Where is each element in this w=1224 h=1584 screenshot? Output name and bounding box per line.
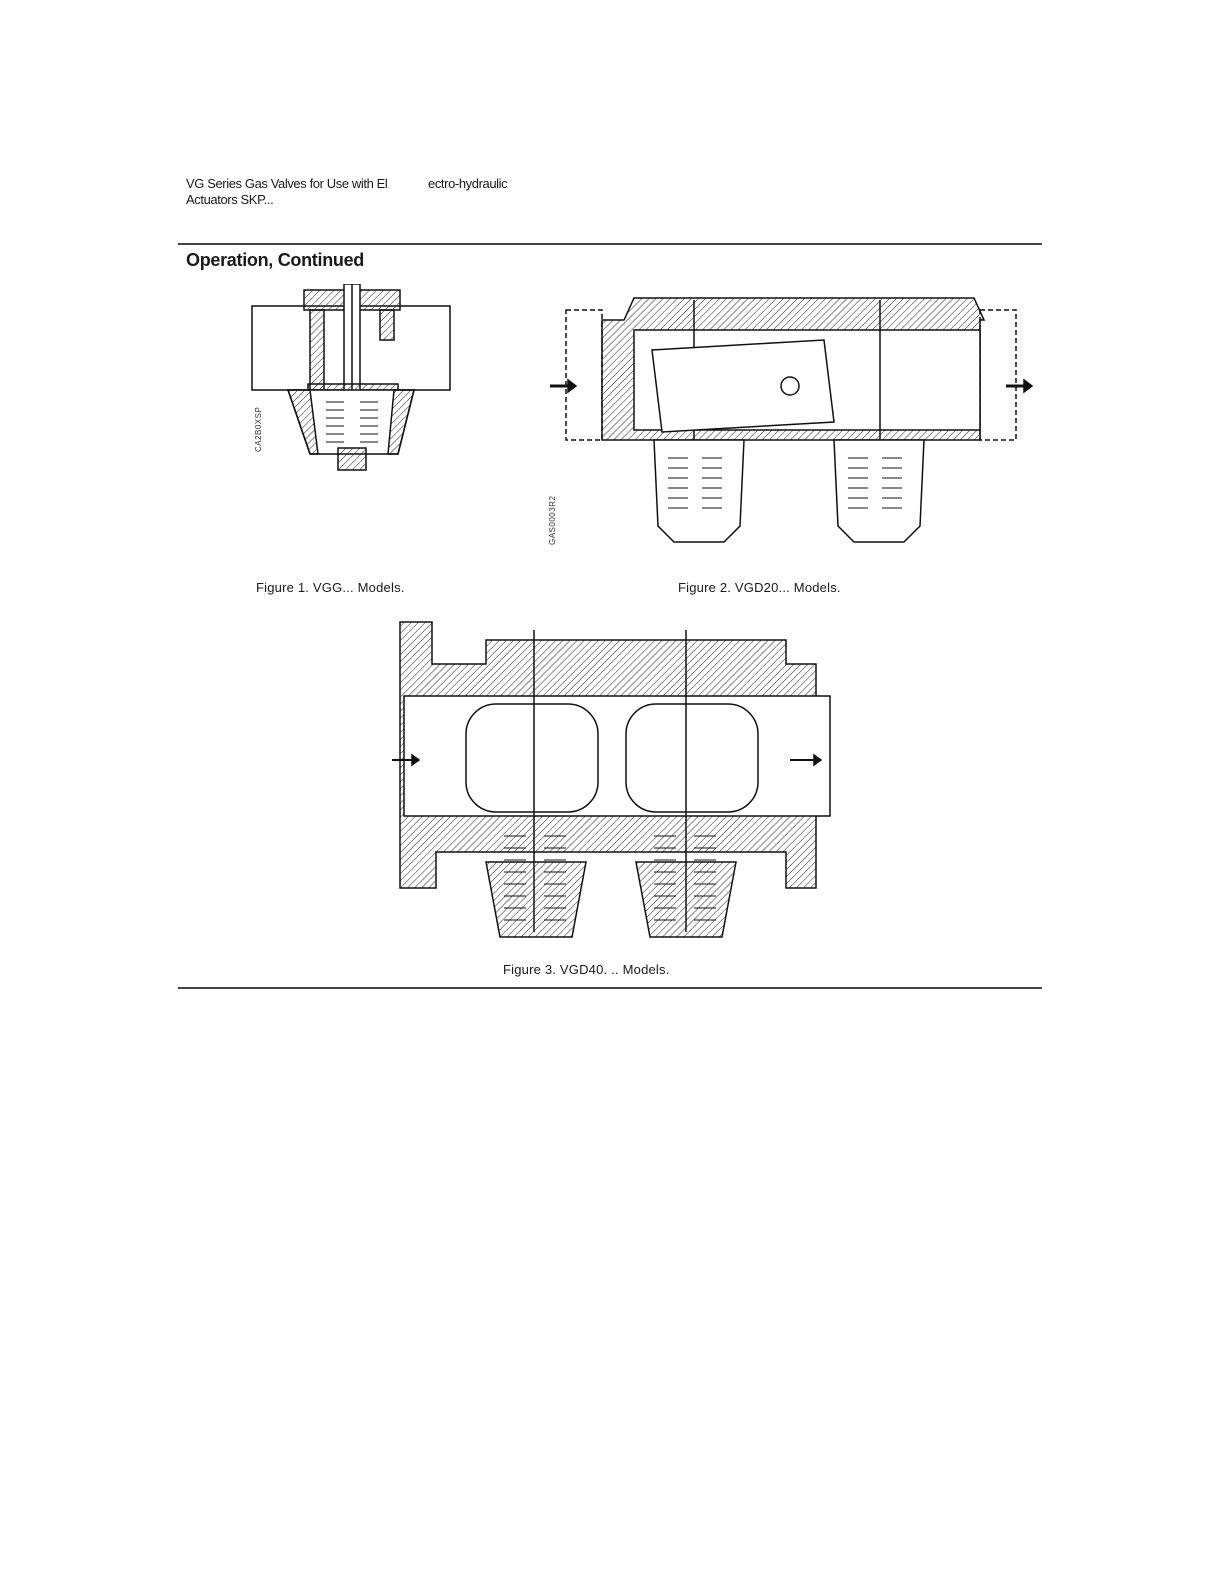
figure-2-drawing-code: GAS0003R2 xyxy=(548,495,557,545)
figure-3-vgd40-valve-drawing xyxy=(386,612,836,947)
figure-2-vgd20-valve-drawing xyxy=(544,290,1034,550)
figure-1-caption: Figure 1. VGG... Models. xyxy=(256,580,405,595)
figure-2-caption: Figure 2. VGD20... Models. xyxy=(678,580,841,595)
document-header-line-1a: VG Series Gas Valves for Use with El xyxy=(186,176,388,191)
bottom-divider xyxy=(178,987,1042,989)
section-title: Operation, Continued xyxy=(186,250,364,270)
document-header-line-2: Actuators SKP... xyxy=(186,192,274,207)
top-divider xyxy=(178,243,1042,245)
document-header-line-1b: ectro-hydraulic xyxy=(428,176,508,191)
figure-1-vgg-valve-drawing xyxy=(248,284,454,474)
figure-1-drawing-code: CA2B0XSP xyxy=(254,406,263,452)
figure-3-caption: Figure 3. VGD40. .. Models. xyxy=(503,962,670,977)
